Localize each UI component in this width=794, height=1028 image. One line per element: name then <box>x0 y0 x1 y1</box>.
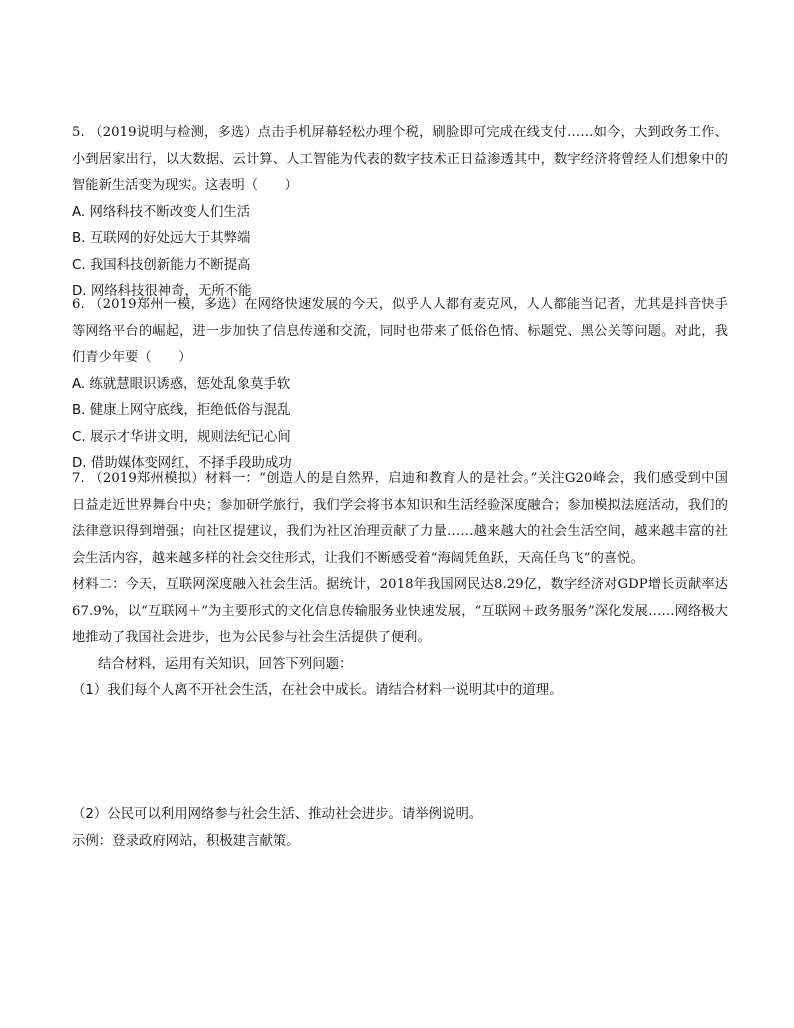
question-7-material-1: 7. （2019郑州模拟）材料一：“创造人的是自然界，启迪和教育人的是社会。”关注G20峰会，我们感受到中国日益走近世界舞台中央；参加研学旅行，我们学会将书本知识和生活经验深度融合；参加模拟法庭活动，我们的法律意识得到增强；向社区提建议，我们为社区治理贡献了力量……越来越大的社会生活空间，越来越丰富的社会生活内容，越来越多样的社会交往形式，让我们不断感受着“海阔凭鱼跃，天高任鸟飞”的喜悦。 <box>72 471 728 566</box>
question-6-stem: 6. （2019郑州一模，多选）在网络快速发展的今天，似乎人人都有麦克风，人人都能当记者，尤其是抖音快手等网络平台的崛起，进一步加快了信息传递和交流，同时也带来了低俗色情、标题党、黑公关等问题。对此，我们青少年要（ ） <box>72 297 728 365</box>
question-7-sub-question-1: （1）我们每个人离不开社会生活，在社会中成长。请结合材料一说明其中的道理。 <box>72 683 563 698</box>
question-5 <box>72 120 728 306</box>
question-7-sub-question-2: （2）公民可以利用网络参与社会生活、推动社会进步。请举例说明。 <box>72 807 483 822</box>
question-7-example: 示例：登录政府网站，积极建言献策。 <box>72 833 300 849</box>
question-5-option-c: C. 我国科技创新能力不断提高 <box>72 257 251 273</box>
question-7 <box>72 466 728 705</box>
question-5-stem: 5. （2019说明与检测，多选）点击手机屏幕轻松办理个税，刷脸即可完成在线支付……如今，大到政务工作、小到居家出行，以大数据、云计算、人工智能为代表的数字技术正日益渗透其中，数字经济将曾经人们想象中的智能新生活变为现实。这表明（ ） <box>72 125 728 193</box>
question-5-option-b: B. 互联网的好处远大于其弊端 <box>72 231 251 246</box>
question-5-option-a: A. 网络科技不断改变人们生活 <box>72 204 251 220</box>
question-5-option-d: D. 网络科技很神奇，无所不能 <box>72 284 252 299</box>
question-6 <box>72 292 728 478</box>
question-6-option-d: D. 借助媒体变网红，不择手段助成功 <box>72 456 292 471</box>
question-7-material-2: 材料二：今天，互联网深度融入社会生活。据统计，2018年我国网民达8.29亿，数字经济对GDP增长贡献率达67.9%，以“互联网＋”为主要形式的文化信息传输服务业快速发展，“互联网＋政务服务”深化发展……网络极大地推动了我国社会进步，也为公民参与社会生活提供了便利。 <box>72 577 728 645</box>
question-7-part-2 <box>72 802 728 855</box>
question-6-option-c: C. 展示才华讲文明，规则法纪记心间 <box>72 429 291 445</box>
question-6-option-b: B. 健康上网守底线，拒绝低俗与混乱 <box>72 403 291 418</box>
question-6-option-a: A. 练就慧眼识诱惑，惩处乱象莫手软 <box>72 376 291 392</box>
question-7-instruction: 结合材料，运用有关知识，回答下列问题： <box>98 656 353 672</box>
